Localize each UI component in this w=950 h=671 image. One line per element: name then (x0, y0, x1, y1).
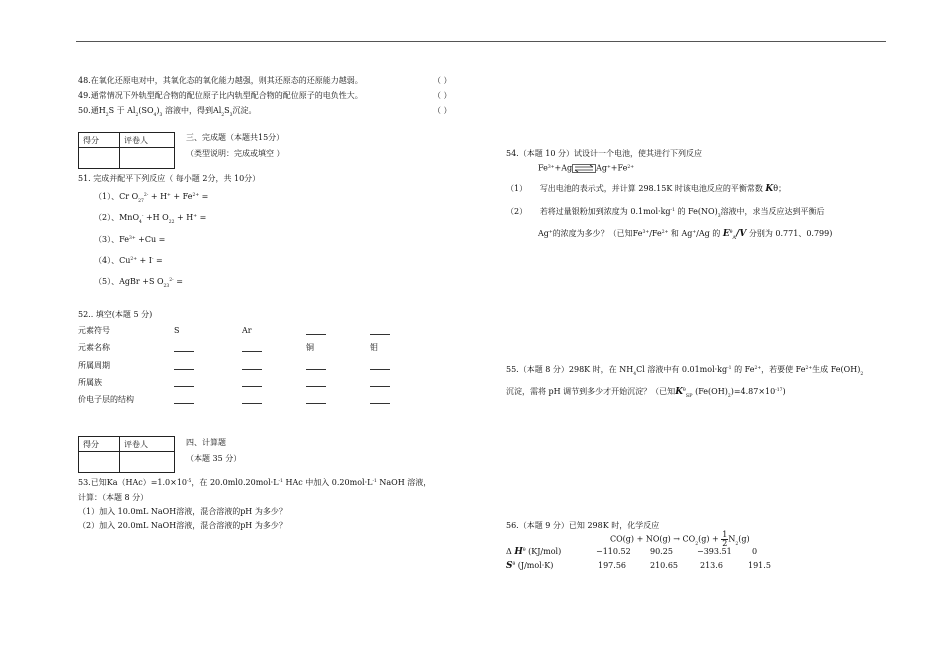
blank-period-s[interactable] (174, 369, 194, 370)
enthalpy-co2: −393.51 (697, 547, 732, 556)
blank-valence-cu[interactable] (306, 403, 326, 404)
blank-name-ar[interactable] (242, 351, 262, 352)
question-48: 48.在氧化还原电对中，其氧化态的氧化能力越强，则其还原态的还原能力越弱。 (78, 76, 363, 85)
question-53-part1: （1）加入 10.0mL NaOH溶液，混合溶液的pH 为多少？ (78, 507, 287, 516)
score-label: 得分 (79, 437, 120, 452)
blank-group-cu[interactable] (306, 386, 326, 387)
blank-group-s[interactable] (174, 386, 194, 387)
score-cell[interactable] (79, 452, 120, 473)
question-50: 50.通$H_2S$ 于 $Al_2(SO_4)_3$ 溶液中，得到$Al_2S_3$沉淀。 (78, 106, 257, 118)
grader-cell[interactable] (120, 148, 175, 169)
section3-note: （类型说明：完成或填空 ） (186, 149, 285, 158)
blank-valence-s[interactable] (174, 403, 194, 404)
row-valence-structure: 价电子层的结构 (78, 395, 134, 404)
question-55-line1: 55.（本题 8 分）298K 时，在 $NH_4Cl$ 溶液中有 $0.01mol\cdot kg^{-1}$ 的 $Fe^{2+}$，若要使 $Fe^{2+}$生成 $Fe(OH)_2$ (506, 365, 864, 377)
section4-points: （本题 35 分） (186, 454, 242, 463)
name-mo: 钼 (370, 343, 378, 352)
blank-group-mo[interactable] (370, 386, 390, 387)
name-cu: 铜 (306, 343, 314, 352)
row-element-symbol: 元素符号 (78, 326, 110, 335)
question-54-equation: $Fe^{3+}+Ag$ $Ag^++Fe^{2+}$ (538, 163, 634, 173)
one-half-fraction: $\frac{1}{2}$ (722, 530, 728, 548)
question-54-title: 54.（本题 10 分）试设计一个电池，使其进行下列反应 (506, 149, 702, 158)
symbol-s: S (174, 326, 180, 335)
section4-title: 四、计算题 (186, 438, 226, 447)
blank-period-cu[interactable] (306, 369, 326, 370)
question-51-title: 51. 完成并配平下列反应（ 每小题 2分，共 10分） (78, 174, 261, 183)
enthalpy-co: −110.52 (596, 547, 631, 556)
score-table-section4 (78, 436, 175, 473)
blank-valence-ar[interactable] (242, 403, 262, 404)
blank-valence-mo[interactable] (370, 403, 390, 404)
question-53-part2: （2）加入 20.0mL NaOH溶液，混合溶液的pH 为多少？ (78, 521, 287, 530)
entropy-no: 210.65 (650, 561, 678, 570)
score-label: 得分 (79, 133, 120, 148)
row-element-name: 元素名称 (78, 343, 110, 352)
symbol-ar: Ar (242, 326, 252, 335)
enthalpy-n2: 0 (752, 547, 758, 556)
question-51-4: （4）、$Cu^{2+} + I^-$ = (94, 256, 163, 265)
question-55-line2: 沉淀，需将 pH 调节到多少才开始沉淀？（已知$K^\theta_{SP}$ $(Fe(OH)_2)=4.87\times 10^{-17}$) (506, 387, 786, 399)
question-51-5: （5）、AgBr +S $O_{23}^{2-}$ = (94, 277, 183, 289)
grader-cell[interactable] (120, 452, 175, 473)
entropy-co2: 213.6 (700, 561, 723, 570)
question-53-line1: 53.已知$Ka(HAc)=1.0\times 10^{-5}$，在 $20.0ml0.20mol\cdot L^{-1}$ HAc 中加入 $0.20mol\cdot L^{-1}$ NaOH 溶液， (78, 478, 432, 487)
question-51-1: （1）、Cr $O_{27}^{2-} + H^+ + Fe^{2+}$ = (94, 192, 209, 204)
blank-period-mo[interactable] (370, 369, 390, 370)
answer-paren-49[interactable]: （ ） (433, 91, 452, 100)
question-51-2: （2）、MnO$_4$- +H $O_{22} + H^+$ = (94, 213, 207, 225)
grader-label: 评卷人 (120, 133, 175, 148)
section3-title: 三、完成题（本题共15分） (186, 133, 285, 142)
answer-paren-48[interactable]: （ ） (433, 76, 452, 85)
row-entropy-label: $S^\theta$ (J/mol·K) (506, 561, 554, 571)
question-54-part1: （1） 写出电池的表示式，并计算 298.15K 时该电池反应的平衡常数 Kθ； (506, 184, 787, 194)
row-period: 所属周期 (78, 361, 110, 370)
answer-paren-50[interactable]: （ ） (433, 106, 452, 115)
row-enthalpy-label: Δ $H^\theta$ (KJ/mol) (506, 547, 562, 557)
score-table-section3 (78, 132, 175, 169)
equilibrium-arrow-icon (572, 164, 596, 173)
question-51-3: （3）、$Fe^{3+} +Cu$ = (94, 235, 166, 244)
entropy-n2: 191.5 (748, 561, 771, 570)
header-rule (76, 41, 886, 42)
question-53-line2: 计算：（本题 8 分） (78, 493, 149, 502)
question-49: 49.通常情况下外轨型配合物的配位原子比内轨型配合物的配位原子的电负性大。 (78, 91, 363, 100)
entropy-co: 197.56 (598, 561, 626, 570)
question-56-equation: $CO(g) + NO(g) \to CO_2(g)$ + $\frac{1}{2}$ $N_2(g)$ (610, 530, 750, 548)
question-52-title: 52.. 填空(本题 5 分) (78, 310, 153, 319)
row-group: 所属族 (78, 378, 102, 387)
score-cell[interactable] (79, 148, 120, 169)
grader-label: 评卷人 (120, 437, 175, 452)
blank-group-ar[interactable] (242, 386, 262, 387)
blank-symbol-mo[interactable] (370, 334, 390, 335)
blank-symbol-cu[interactable] (306, 334, 326, 335)
question-56-title: 56.（本题 9 分）已知 298K 时，化学反应 (506, 521, 660, 530)
blank-name-s[interactable] (174, 351, 194, 352)
blank-period-ar[interactable] (242, 369, 262, 370)
question-54-part2-cont: Ag+的浓度为多少？（已知$Fe^{3+}/Fe^{2+}$ 和 Ag+/Ag 的 $E^\theta_A/V$ 分别为 0.771、0.799) (538, 229, 833, 241)
enthalpy-no: 90.25 (650, 547, 673, 556)
question-54-part2: （2） 若将过量银粉加到浓度为 $0.1mol\cdot kg^{-1}$ 的 $Fe(NO)_3$溶液中，求当反应达到平衡后 (506, 207, 825, 219)
